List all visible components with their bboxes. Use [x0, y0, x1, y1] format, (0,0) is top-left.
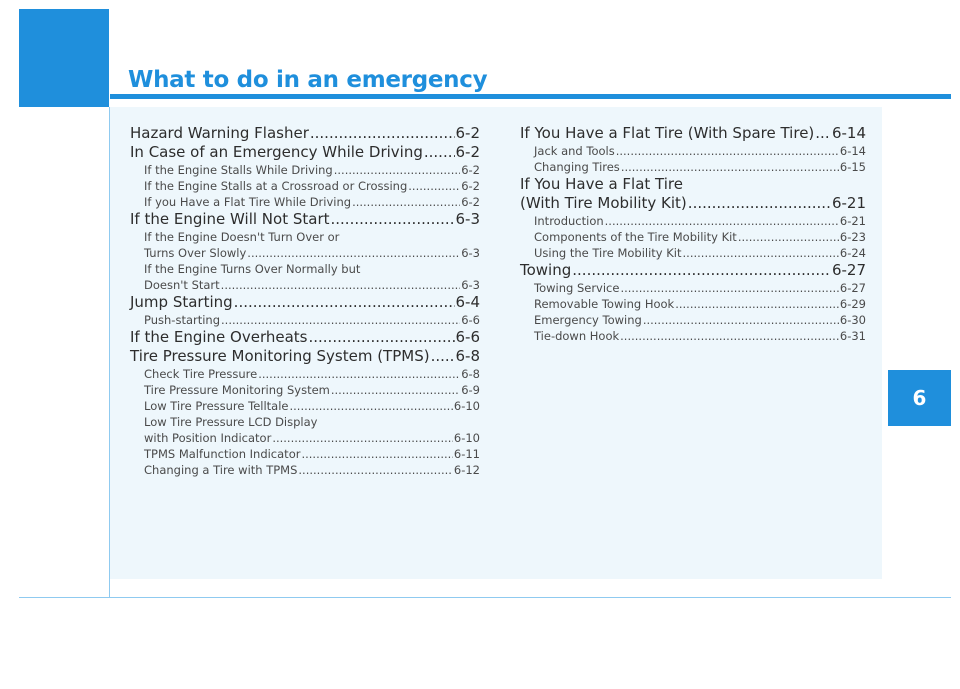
toc-entry-page: 6-30 [839, 313, 866, 327]
dot-leader [431, 347, 455, 366]
toc-entry-title: If the Engine Will Not Start [130, 210, 330, 228]
toc-entry-title: Towing [520, 261, 572, 279]
toc-entry-page: 6-10 [453, 431, 480, 445]
toc-entry-title-line: Low Tire Pressure LCD Display [144, 415, 318, 429]
toc-entry-title: Jump Starting [130, 293, 233, 311]
toc-section-entry[interactable] [130, 347, 480, 366]
toc-entry-page: 6-10 [453, 399, 480, 413]
toc-section-entry[interactable] [520, 175, 866, 213]
toc-subsection-entry[interactable] [520, 296, 866, 312]
dot-leader [234, 293, 455, 312]
toc-entry-title-line: If You Have a Flat Tire [520, 175, 683, 193]
toc-column-left [130, 124, 480, 478]
dot-leader [301, 446, 452, 462]
toc-entry-page: 6-3 [461, 246, 480, 260]
toc-entry-page: 6-27 [831, 261, 866, 279]
toc-entry-page: 6-14 [839, 144, 866, 158]
dot-leader [605, 213, 839, 229]
dot-leader [683, 245, 839, 261]
dot-leader [643, 312, 839, 328]
page-header [110, 9, 951, 107]
toc-entry-page: 6-2 [461, 163, 480, 177]
toc-entry-page: 6-15 [839, 160, 866, 174]
chapter-tab[interactable]: 6 [888, 370, 951, 426]
toc-panel [110, 107, 882, 579]
toc-entry-page: 6-6 [455, 328, 480, 346]
toc-section-entry[interactable] [520, 261, 866, 280]
toc-entry-title: Hazard Warning Flasher [130, 124, 309, 142]
toc-entry-title: Low Tire Pressure Telltale [144, 399, 289, 413]
toc-entry-page: 6-6 [461, 313, 480, 327]
toc-entry-page: 6-12 [453, 463, 480, 477]
toc-entry-title: Tie-down Hook [534, 329, 620, 343]
dot-leader [572, 261, 831, 280]
toc-entry-title: Components of the Tire Mobility Kit [534, 230, 737, 244]
toc-entry-page: 6-29 [839, 297, 866, 311]
toc-entry-title-line: If the Engine Turns Over Normally but [144, 262, 361, 276]
toc-section-entry[interactable] [130, 143, 480, 162]
dot-leader [290, 398, 453, 414]
dot-leader [298, 462, 452, 478]
toc-entry-page: 6-3 [461, 278, 480, 292]
toc-entry-page: 6-3 [455, 210, 480, 228]
footer-rule [19, 597, 951, 598]
dot-leader [258, 366, 460, 382]
dot-leader [424, 143, 455, 162]
dot-leader [815, 124, 831, 143]
toc-entry-title: TPMS Malfunction Indicator [144, 447, 301, 461]
toc-section-entry[interactable] [130, 124, 480, 143]
toc-section-entry[interactable] [520, 124, 866, 143]
toc-subsection-entry[interactable] [130, 446, 480, 462]
toc-subsection-entry[interactable] [130, 162, 480, 178]
dot-leader [352, 194, 460, 210]
toc-entry-page: 6-31 [839, 329, 866, 343]
dot-leader [272, 430, 453, 446]
toc-section-entry[interactable] [130, 328, 480, 347]
toc-subsection-entry[interactable] [130, 229, 480, 261]
dot-leader [621, 159, 839, 175]
toc-subsection-entry[interactable] [130, 261, 480, 293]
dot-leader [408, 178, 460, 194]
toc-subsection-entry[interactable] [520, 213, 866, 229]
toc-entry-title: If the Engine Stalls at a Crossroad or Crossing [144, 179, 408, 193]
toc-subsection-entry[interactable] [520, 280, 866, 296]
dot-leader [620, 328, 839, 344]
toc-subsection-entry[interactable] [520, 328, 866, 344]
dot-leader [620, 280, 838, 296]
toc-subsection-entry[interactable] [130, 178, 480, 194]
toc-entry-page: 6-4 [455, 293, 480, 311]
toc-subsection-entry[interactable] [130, 382, 480, 398]
dot-leader [247, 245, 460, 261]
toc-entry-title-line: If the Engine Doesn't Turn Over or [144, 230, 340, 244]
toc-subsection-entry[interactable] [130, 462, 480, 478]
toc-entry-title: Using the Tire Mobility Kit [534, 246, 682, 260]
dot-leader [334, 162, 460, 178]
dot-leader [221, 312, 460, 328]
toc-entry-page: 6-24 [839, 246, 866, 260]
toc-subsection-entry[interactable] [130, 366, 480, 382]
toc-subsection-entry[interactable] [130, 312, 480, 328]
toc-entry-title: If the Engine Overheats [130, 328, 308, 346]
dot-leader [331, 210, 455, 229]
toc-subsection-entry[interactable] [520, 159, 866, 175]
toc-subsection-entry[interactable] [520, 229, 866, 245]
toc-subsection-entry[interactable] [130, 398, 480, 414]
toc-entry-title: Jack and Tools [534, 144, 615, 158]
toc-entry-title: In Case of an Emergency While Driving [130, 143, 423, 161]
dot-leader [308, 328, 454, 347]
toc-entry-title: Tire Pressure Monitoring System [144, 383, 330, 397]
toc-subsection-entry[interactable] [130, 194, 480, 210]
dot-leader [310, 124, 455, 143]
toc-entry-page: 6-2 [461, 195, 480, 209]
toc-entry-page: 6-27 [839, 281, 866, 295]
toc-entry-page: 6-2 [455, 124, 480, 142]
toc-entry-title: Towing Service [534, 281, 620, 295]
dot-leader [688, 194, 831, 213]
toc-section-entry[interactable] [130, 293, 480, 312]
toc-entry-title: (With Tire Mobility Kit) [520, 194, 687, 212]
dot-leader [331, 382, 460, 398]
dot-leader [221, 277, 461, 293]
toc-subsection-entry[interactable] [520, 312, 866, 328]
toc-entry-title: If you Have a Flat Tire While Driving [144, 195, 352, 209]
toc-entry-title: Emergency Towing [534, 313, 642, 327]
toc-entry-title: Check Tire Pressure [144, 367, 258, 381]
toc-subsection-entry[interactable] [520, 245, 866, 261]
toc-section-entry[interactable] [130, 210, 480, 229]
dot-leader [675, 296, 839, 312]
toc-entry-title: Turns Over Slowly [144, 246, 247, 260]
toc-entry-page: 6-14 [831, 124, 866, 142]
toc-entry-title: Removable Towing Hook [534, 297, 675, 311]
toc-entry-title: Changing a Tire with TPMS [144, 463, 298, 477]
toc-entry-title: If You Have a Flat Tire (With Spare Tire) [520, 124, 815, 142]
toc-entry-page: 6-23 [839, 230, 866, 244]
chapter-header-block [19, 9, 109, 107]
toc-entry-page: 6-8 [461, 367, 480, 381]
toc-entry-title: If the Engine Stalls While Driving [144, 163, 333, 177]
toc-entry-title: Doesn't Start [144, 278, 220, 292]
toc-subsection-entry[interactable] [520, 143, 866, 159]
toc-entry-title: Tire Pressure Monitoring System (TPMS) [130, 347, 430, 365]
title-underline [110, 94, 951, 99]
toc-entry-title: Push-starting [144, 313, 221, 327]
dot-leader [738, 229, 839, 245]
dot-leader [616, 143, 839, 159]
toc-column-right [520, 124, 866, 344]
toc-entry-title: with Position Indicator [144, 431, 272, 445]
toc-entry-page: 6-9 [461, 383, 480, 397]
toc-entry-page: 6-21 [831, 194, 866, 212]
toc-entry-page: 6-2 [455, 143, 480, 161]
toc-entry-page: 6-11 [453, 447, 480, 461]
toc-entry-page: 6-8 [455, 347, 480, 365]
toc-entry-page: 6-21 [839, 214, 866, 228]
toc-entry-page: 6-2 [461, 179, 480, 193]
toc-entry-title: Introduction [534, 214, 604, 228]
toc-entry-title: Changing Tires [534, 160, 620, 174]
page-title: What to do in an emergency [128, 67, 488, 93]
toc-subsection-entry[interactable] [130, 414, 480, 446]
